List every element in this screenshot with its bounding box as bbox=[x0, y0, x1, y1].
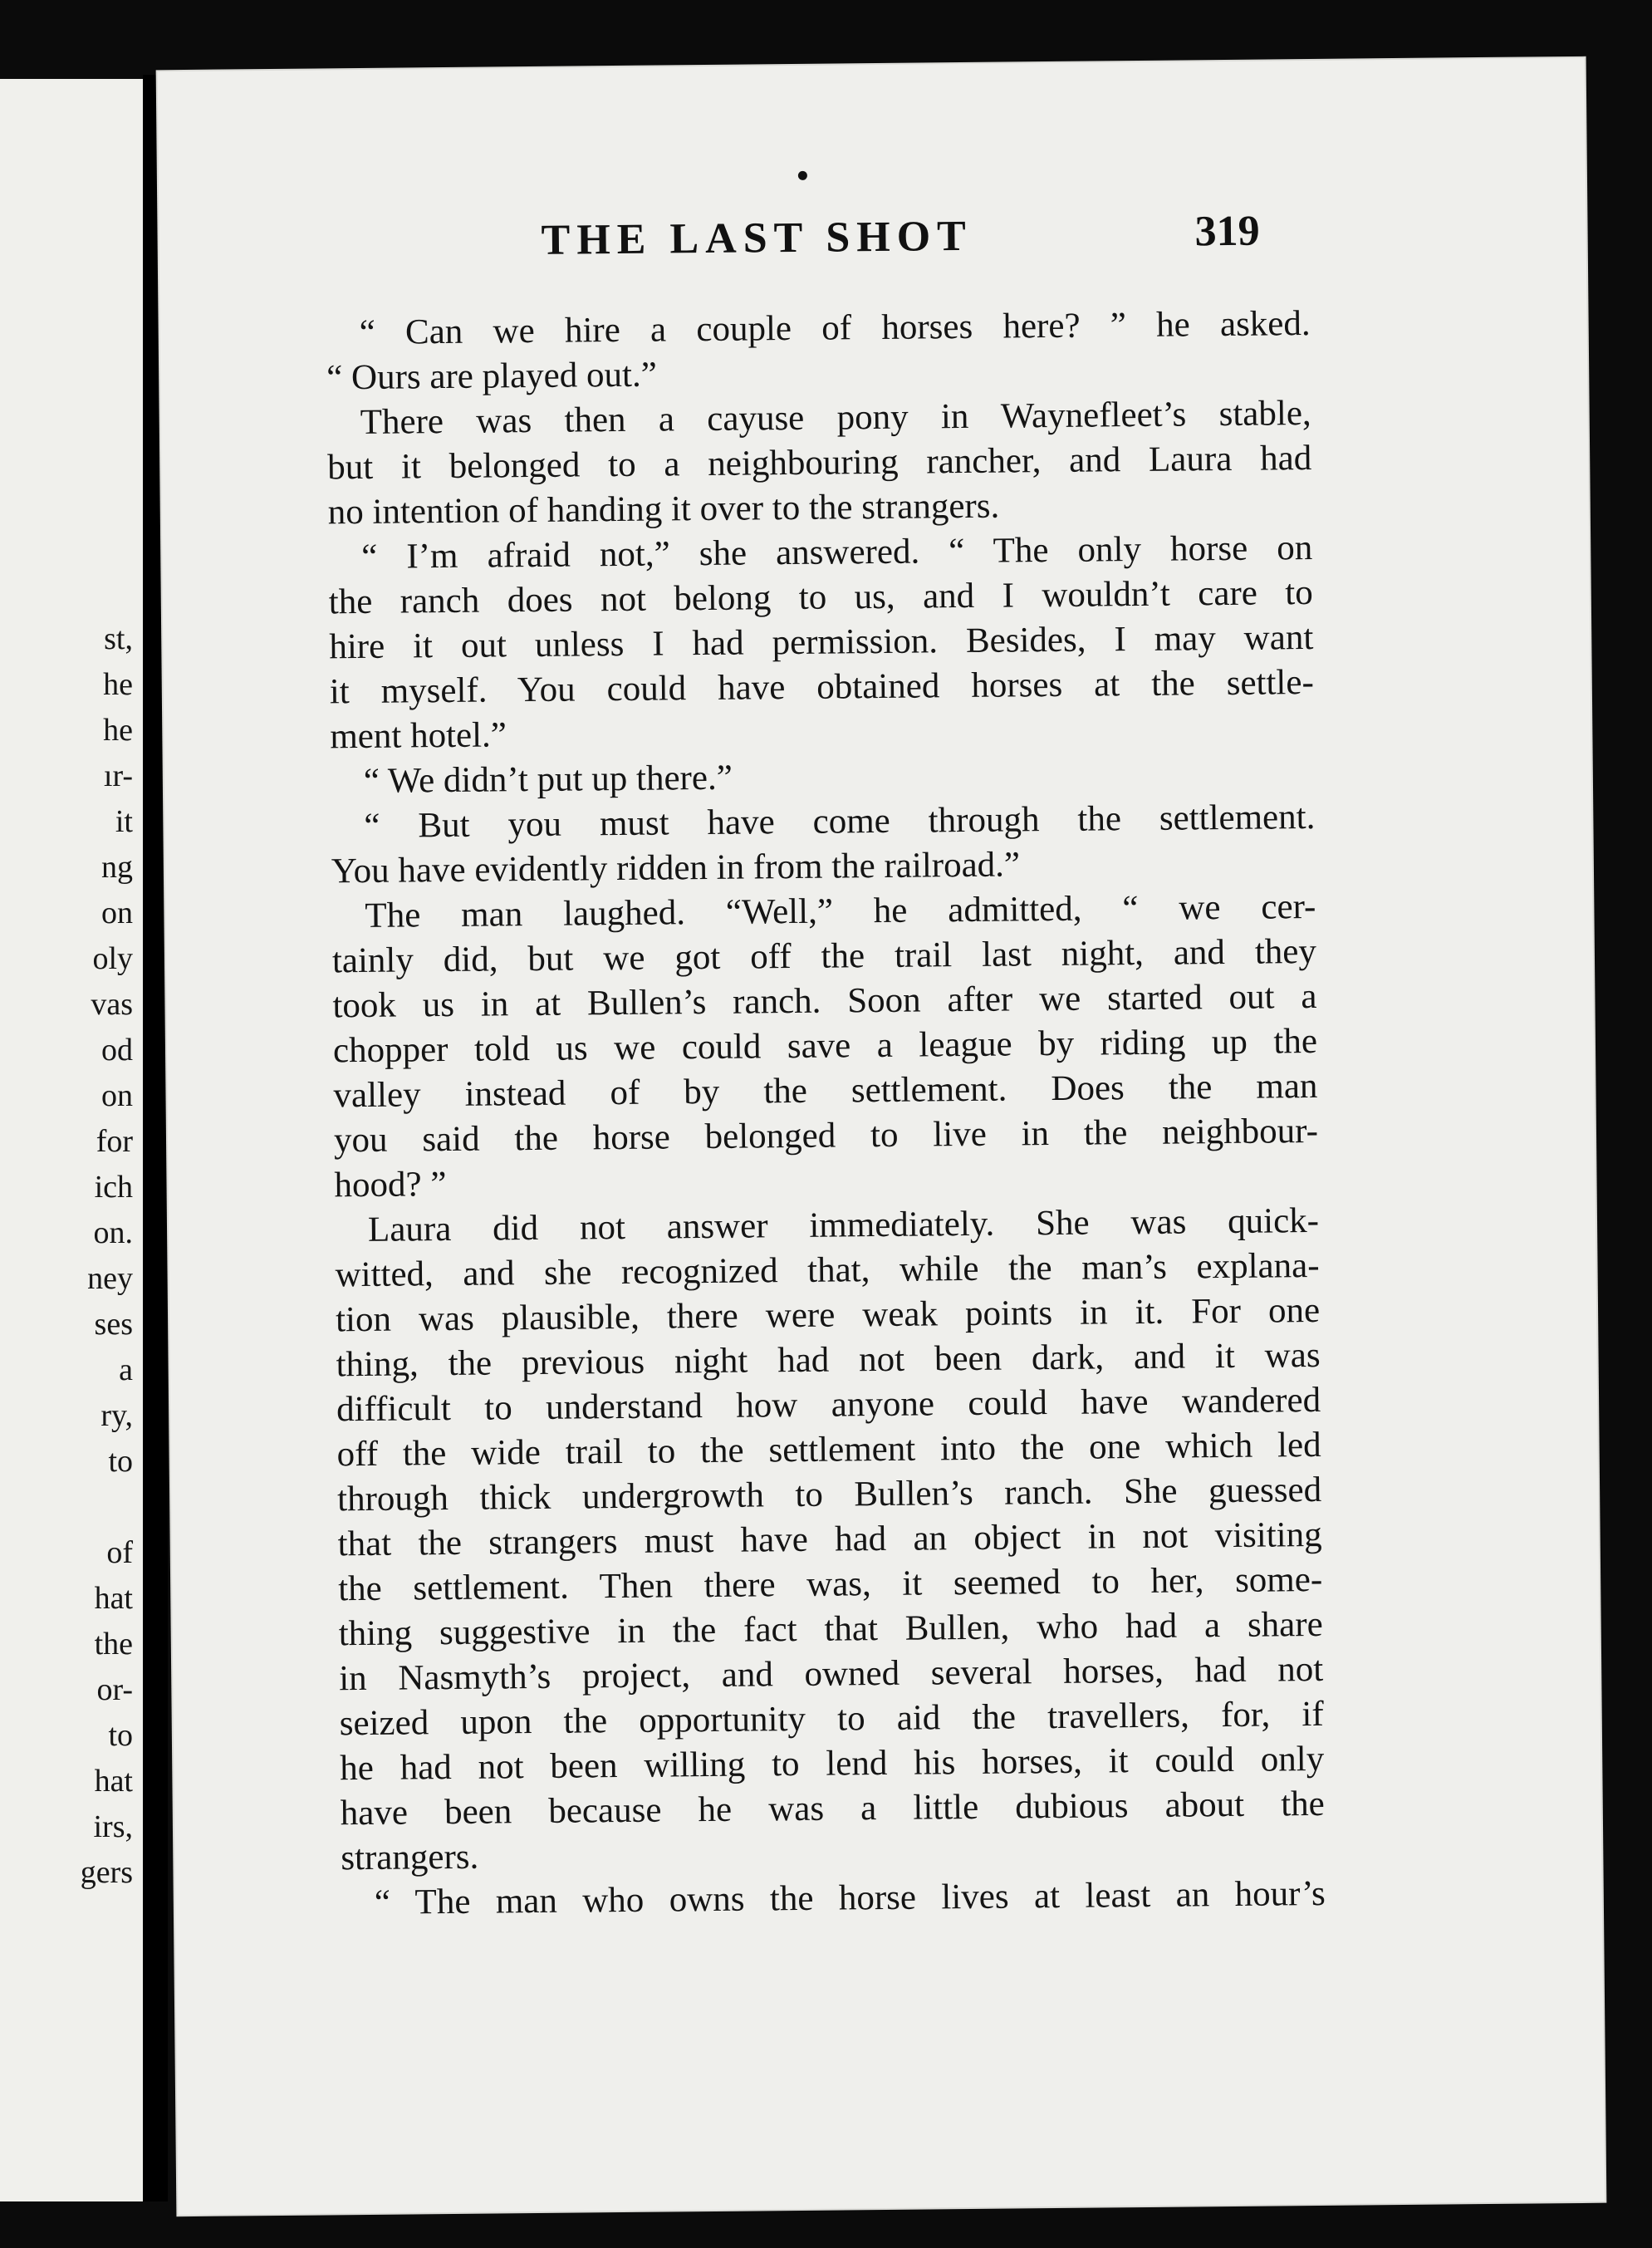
left-page-fragment: he bbox=[103, 713, 133, 748]
left-page-fragment: on bbox=[101, 896, 133, 930]
left-page-fragment: he bbox=[103, 667, 133, 702]
text-line: you said the horse belonged to live in the neighbour- bbox=[333, 1111, 1319, 1161]
text-line: “ We didn’t put up there.” bbox=[363, 758, 733, 801]
text-line: Laura did not answer immediately. She was quick- bbox=[367, 1200, 1320, 1249]
left-page-fragment: on bbox=[101, 1078, 133, 1113]
text-line: it myself. You could have obtained horses at the settle- bbox=[329, 662, 1315, 712]
text-line: but it belonged to a neighbouring rancher, and Laura had bbox=[327, 438, 1312, 488]
text-line: tainly did, but we got off the trail last night, and they bbox=[331, 931, 1317, 981]
left-page-fragment: a bbox=[119, 1352, 133, 1387]
text-line: witted, and she recognized that, while the man’s explana- bbox=[335, 1245, 1320, 1295]
left-page-fragment: ses bbox=[94, 1307, 133, 1342]
left-page-fragment: the bbox=[94, 1627, 133, 1661]
text-line: no intention of handing it over to the strangers. bbox=[327, 486, 1000, 533]
text-line: strangers. bbox=[341, 1837, 479, 1878]
body-text bbox=[326, 302, 1326, 1926]
text-line: the ranch does not belong to us, and I wouldn’t care to bbox=[328, 572, 1313, 622]
left-page-fragment: od bbox=[101, 1033, 133, 1068]
text-line: The man laughed. “Well,” he admitted, “ we cer- bbox=[365, 886, 1316, 935]
text-line: hood? ” bbox=[334, 1165, 447, 1205]
text-line: he had not been willing to lend his horses, it could only bbox=[340, 1739, 1325, 1789]
left-page-fragment: hat bbox=[94, 1764, 133, 1799]
left-page-fragment: ry, bbox=[100, 1398, 133, 1433]
running-head: THE LAST SHOT bbox=[541, 212, 973, 264]
left-page-fragment: gers bbox=[80, 1855, 133, 1890]
text-line: off the wide trail to the settlement into the one which led bbox=[336, 1425, 1321, 1475]
text-line: “ But you must have come through the settlement. bbox=[364, 797, 1316, 846]
text-line: thing suggestive in the fact that Bullen, who had a share bbox=[338, 1604, 1323, 1654]
text-line: in Nasmyth’s project, and owned several horses, had not bbox=[339, 1649, 1324, 1699]
text-line: took us in at Bullen’s ranch. Soon after we started out a bbox=[332, 976, 1317, 1026]
left-page-fragment: hat bbox=[94, 1581, 133, 1616]
text-line: “ Ours are played out.” bbox=[326, 355, 658, 398]
left-page-fragment: ng bbox=[101, 850, 133, 885]
left-page-fragment: to bbox=[108, 1718, 133, 1753]
text-line: that the strangers must have had an object in not visiting bbox=[337, 1514, 1322, 1564]
left-page-fragment: oly bbox=[92, 941, 133, 976]
text-line: through thick undergrowth to Bullen’s ranch. She guessed bbox=[336, 1470, 1322, 1519]
left-page-fragment: vas bbox=[91, 987, 133, 1022]
text-line: tion was plausible, there were weak points in it. For one bbox=[335, 1290, 1321, 1340]
text-line: You have evidently ridden in from the railroad.” bbox=[331, 845, 1021, 891]
left-page-fragment: irs, bbox=[93, 1809, 133, 1844]
text-line: hire it out unless I had permission. Besides, I may want bbox=[329, 617, 1314, 667]
left-page-fragment: on. bbox=[93, 1215, 133, 1250]
text-line: valley instead of by the settlement. Does the man bbox=[333, 1066, 1318, 1116]
text-line: There was then a cayuse pony in Waynefleet’s stable, bbox=[360, 393, 1311, 442]
text-line: the settlement. Then there was, it seemed to her, some- bbox=[337, 1559, 1323, 1609]
left-page-fragment: to bbox=[108, 1444, 133, 1479]
text-line: thing, the previous night had not been dark, and it was bbox=[336, 1335, 1321, 1385]
text-line: “ I’m afraid not,” she answered. “ The only horse on bbox=[361, 528, 1313, 577]
page-number: 319 bbox=[1194, 207, 1260, 256]
text-line: “ Can we hire a couple of horses here? ” he asked. bbox=[359, 303, 1311, 352]
left-page-fragment: st, bbox=[104, 621, 133, 656]
left-page-fragment: of bbox=[106, 1535, 133, 1570]
text-line: have been because he was a little dubious about the bbox=[340, 1784, 1325, 1833]
left-page-fragment: ich bbox=[94, 1170, 133, 1205]
left-page-fragment: for bbox=[96, 1124, 133, 1159]
page-mark bbox=[798, 171, 807, 180]
left-page-fragment: it bbox=[115, 804, 133, 839]
text-line: difficult to understand how anyone could have wandered bbox=[336, 1380, 1321, 1430]
left-page-fragment: or- bbox=[96, 1672, 133, 1707]
previous-page-edge bbox=[0, 79, 143, 2201]
text-line: seized upon the opportunity to aid the travellers, for, if bbox=[339, 1694, 1324, 1744]
text-line: ment hotel.” bbox=[330, 715, 507, 757]
left-page-fragment: ır- bbox=[103, 758, 133, 793]
text-line: “ The man who owns the horse lives at least an hour’s bbox=[374, 1873, 1326, 1922]
left-page-fragment: ney bbox=[87, 1261, 133, 1296]
book-page bbox=[158, 58, 1605, 2215]
text-line: chopper told us we could save a league by riding up the bbox=[332, 1021, 1318, 1071]
